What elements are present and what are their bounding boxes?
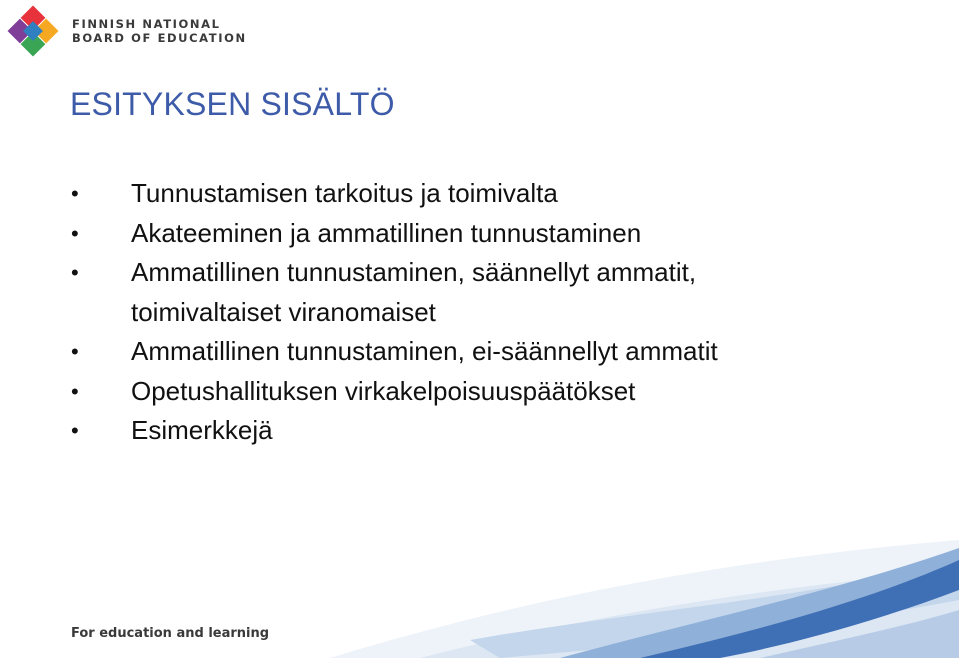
bullet-icon: •: [71, 220, 79, 246]
logo: [6, 5, 247, 57]
diamond-logo-icon: [6, 5, 60, 57]
bullet-item: [70, 174, 930, 214]
bullet-text: Opetushallituksen virkakelpoisuuspäätökset: [131, 375, 636, 406]
bullet-text: Ammatillinen tunnustaminen, ei-säännellyt ammatit: [131, 336, 718, 366]
bullet-item: [70, 332, 930, 372]
slide-title: ESITYKSEN SISÄLTÖ: [70, 86, 395, 122]
bullet-icon: •: [71, 181, 79, 206]
bullet-icon: •: [71, 378, 79, 404]
footer-tagline: For education and learning: [71, 626, 270, 641]
bullet-text: Akateeminen ja ammatillinen tunnustaminen: [131, 217, 642, 248]
bullet-item: [70, 253, 930, 332]
bullet-icon: •: [71, 339, 79, 364]
bullet-list: [70, 174, 930, 451]
bullet-item: [70, 411, 930, 451]
organization-name-line1: FINNISH NATIONAL: [72, 17, 221, 31]
bullet-text: Ammatillinen tunnustaminen, säännellyt ammatit, toimivaltaiset viranomaiset: [131, 257, 697, 327]
bullet-item: [70, 372, 930, 412]
bullet-icon: •: [71, 260, 79, 285]
organization-name: [72, 17, 247, 45]
bullet-text: Tunnustamisen tarkoitus ja toimivalta: [131, 178, 558, 208]
bullet-text: Esimerkkejä: [131, 415, 273, 445]
organization-name-line2: BOARD OF EDUCATION: [72, 31, 247, 45]
bullet-item: [70, 214, 930, 254]
bullet-icon: •: [71, 418, 79, 443]
